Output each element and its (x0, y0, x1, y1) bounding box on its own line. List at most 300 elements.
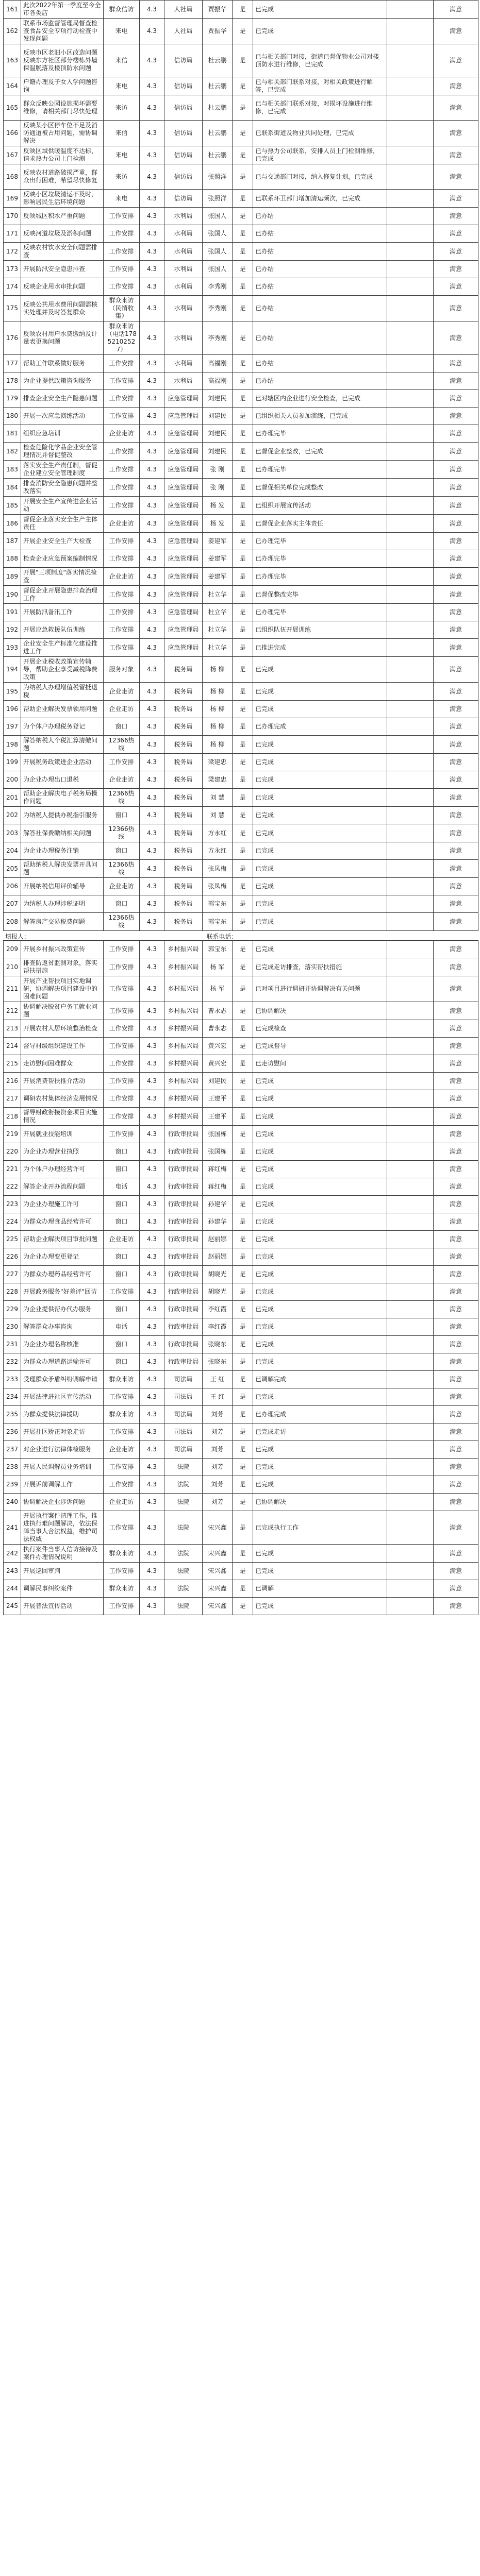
responsible-unit-cell: 司法局 (164, 1406, 203, 1423)
table-row (4, 146, 478, 164)
row-number-cell: 220 (4, 1143, 21, 1161)
date-cell: 4.3 (140, 550, 164, 568)
blank-cell (387, 77, 434, 95)
completed-flag-cell: 是 (233, 261, 253, 278)
blank-cell (387, 164, 434, 190)
source-type-cell: 工作安排 (104, 1038, 140, 1055)
handler-cell: 王建平 (203, 1090, 233, 1108)
blank-cell (387, 1563, 434, 1580)
row-number-cell: 186 (4, 515, 21, 533)
completed-flag-cell: 是 (233, 1283, 253, 1301)
satisfaction-cell: 满意 (434, 408, 478, 425)
date-cell: 4.3 (140, 533, 164, 550)
date-cell: 4.3 (140, 1020, 164, 1038)
completed-flag-cell: 是 (233, 1266, 253, 1283)
matter-content-cell: 开展一次应急演练活动 (21, 408, 104, 425)
table-row (4, 1231, 478, 1248)
completed-flag-cell: 是 (233, 1459, 253, 1476)
source-type-cell: 来信 (104, 121, 140, 146)
matter-content-cell: 此次2022年第一季度至今全市各类店 (21, 1, 104, 19)
responsible-unit-cell: 行政审批局 (164, 1178, 203, 1196)
blank-cell (387, 1213, 434, 1231)
responsible-unit-cell: 法院 (164, 1580, 203, 1598)
table-row (4, 1020, 478, 1038)
row-number-cell: 194 (4, 657, 21, 683)
result-cell: 已完成 (253, 19, 387, 44)
matter-content-cell: 开展防汛备汛工作 (21, 604, 104, 621)
table-body-page2 (4, 941, 478, 1615)
source-type-cell: 工作安排 (104, 533, 140, 550)
blank-cell (387, 1353, 434, 1371)
blank-cell (387, 1301, 434, 1318)
responsible-unit-cell: 乡村振兴局 (164, 1073, 203, 1090)
result-cell: 已办结 (253, 372, 387, 390)
completed-flag-cell: 是 (233, 146, 253, 164)
matter-content-cell: 为企业办理营业执照 (21, 1143, 104, 1161)
handler-cell: 郭宝东 (203, 895, 233, 913)
blank-cell (387, 1002, 434, 1020)
table-row (4, 1301, 478, 1318)
source-type-cell: 窗口 (104, 718, 140, 736)
date-cell: 4.3 (140, 824, 164, 842)
satisfaction-cell: 满意 (434, 807, 478, 824)
completed-flag-cell: 是 (233, 718, 253, 736)
date-cell: 4.3 (140, 1266, 164, 1283)
responsible-unit-cell: 税务局 (164, 701, 203, 718)
satisfaction-cell: 满意 (434, 895, 478, 913)
matter-content-cell: 排查企业安全生产隐患问题 (21, 390, 104, 408)
responsible-unit-cell: 乡村振兴局 (164, 1002, 203, 1020)
handler-cell: 刘芳 (203, 1459, 233, 1476)
row-number-cell: 217 (4, 1090, 21, 1108)
responsible-unit-cell: 行政审批局 (164, 1213, 203, 1231)
handler-cell: 张照洋 (203, 164, 233, 190)
table-row (4, 19, 478, 44)
table-row (4, 568, 478, 586)
completed-flag-cell: 是 (233, 1090, 253, 1108)
result-cell: 已办结 (253, 321, 387, 355)
satisfaction-cell: 满意 (434, 533, 478, 550)
source-type-cell: 群众来访 (104, 1545, 140, 1563)
source-type-cell: 群众来访 (104, 1580, 140, 1598)
source-type-cell: 12366热线 (104, 824, 140, 842)
handler-cell: 王 红 (203, 1371, 233, 1388)
matter-content-cell: 开展产业帮扶项目实地调研，协调解决项目建设中的困难问题 (21, 976, 104, 1002)
satisfaction-cell: 满意 (434, 1511, 478, 1545)
date-cell: 4.3 (140, 1336, 164, 1353)
matter-content-cell: 开展乡村振兴政策宣传 (21, 941, 104, 958)
source-type-cell: 来信 (104, 44, 140, 77)
result-cell: 已完成 (253, 701, 387, 718)
handler-cell: 刘 慧 (203, 807, 233, 824)
completed-flag-cell: 是 (233, 1073, 253, 1090)
result-cell: 已完成走访排查，落实帮扶措施 (253, 958, 387, 976)
responsible-unit-cell: 税务局 (164, 789, 203, 807)
satisfaction-cell: 满意 (434, 1178, 478, 1196)
satisfaction-cell: 满意 (434, 718, 478, 736)
completed-flag-cell: 是 (233, 278, 253, 296)
result-cell: 已调解 (253, 1580, 387, 1598)
satisfaction-cell: 满意 (434, 190, 478, 208)
date-cell: 4.3 (140, 146, 164, 164)
table-body-page1 (4, 1, 478, 931)
handler-cell: 宋兴鑫 (203, 1563, 233, 1580)
date-cell: 4.3 (140, 807, 164, 824)
completed-flag-cell: 是 (233, 1511, 253, 1545)
result-cell: 已完成 (253, 1143, 387, 1161)
blank-cell (387, 1406, 434, 1423)
row-number-cell: 176 (4, 321, 21, 355)
handler-cell: 张国栋 (203, 1143, 233, 1161)
source-type-cell: 12366热线 (104, 736, 140, 754)
table-row (4, 261, 478, 278)
result-cell: 已完成 (253, 1, 387, 19)
date-cell: 4.3 (140, 958, 164, 976)
completed-flag-cell: 是 (233, 736, 253, 754)
result-cell: 已督促相关单位完成整改 (253, 479, 387, 497)
responsible-unit-cell: 行政审批局 (164, 1143, 203, 1161)
handler-cell: 方永红 (203, 824, 233, 842)
blank-cell (387, 878, 434, 895)
blank-cell (387, 718, 434, 736)
table-row (4, 1598, 478, 1615)
row-number-cell: 168 (4, 164, 21, 190)
matter-content-cell: 为企业办理出口退税 (21, 771, 104, 789)
matter-content-cell: 反映城区积水严重问题 (21, 208, 104, 225)
date-cell: 4.3 (140, 1, 164, 19)
responsible-unit-cell: 信访局 (164, 95, 203, 121)
result-cell: 已办理完毕 (253, 533, 387, 550)
result-cell: 已与相关部门联系对接，对相关政策进行解答，已完成 (253, 77, 387, 95)
date-cell: 4.3 (140, 718, 164, 736)
row-number-cell: 245 (4, 1598, 21, 1615)
result-cell: 已完成 (253, 1161, 387, 1178)
responsible-unit-cell: 应急管理局 (164, 621, 203, 639)
completed-flag-cell: 是 (233, 1423, 253, 1441)
matter-content-cell: 开展企业税收政策宣传辅导，帮助企业享受减税降费政策 (21, 657, 104, 683)
completed-flag-cell: 是 (233, 1038, 253, 1055)
matter-content-cell: 为企业办理名称核准 (21, 1336, 104, 1353)
date-cell: 4.3 (140, 1459, 164, 1476)
result-cell: 已完成 (253, 824, 387, 842)
matter-content-cell: 为纳税人提供办税指引服务 (21, 807, 104, 824)
table-row (4, 408, 478, 425)
row-number-cell: 205 (4, 860, 21, 878)
row-number-cell: 191 (4, 604, 21, 621)
completed-flag-cell: 是 (233, 1545, 253, 1563)
result-cell: 已与交通部门对接，纳入修复计划，已完成 (253, 164, 387, 190)
matter-content-cell: 反映企业用水审批问题 (21, 278, 104, 296)
result-cell: 已完成 (253, 878, 387, 895)
date-cell: 4.3 (140, 941, 164, 958)
source-type-cell: 工作安排 (104, 639, 140, 657)
matter-content-cell: 帮助工作联系做好服务 (21, 355, 104, 372)
matter-content-cell: 协调解决脱贫户务工就业问题 (21, 1002, 104, 1020)
result-cell: 已办理完毕 (253, 604, 387, 621)
matter-content-cell: 开展法律进社区宣传活动 (21, 1388, 104, 1406)
row-number-cell: 188 (4, 550, 21, 568)
matter-content-cell: 开展巡回审判 (21, 1563, 104, 1580)
date-cell: 4.3 (140, 372, 164, 390)
blank-cell (387, 550, 434, 568)
date-cell: 4.3 (140, 1090, 164, 1108)
date-cell: 4.3 (140, 1598, 164, 1615)
completed-flag-cell: 是 (233, 1336, 253, 1353)
completed-flag-cell: 是 (233, 1406, 253, 1423)
responsible-unit-cell: 行政审批局 (164, 1353, 203, 1371)
responsible-unit-cell: 行政审批局 (164, 1301, 203, 1318)
row-number-cell: 180 (4, 408, 21, 425)
blank-cell (387, 1126, 434, 1143)
matter-content-cell: 解答企业开办流程问题 (21, 1178, 104, 1196)
responsible-unit-cell: 水利局 (164, 243, 203, 261)
row-number-cell: 218 (4, 1108, 21, 1126)
blank-cell (387, 390, 434, 408)
row-number-cell: 243 (4, 1563, 21, 1580)
responsible-unit-cell: 税务局 (164, 754, 203, 771)
handler-cell: 张凤梅 (203, 878, 233, 895)
blank-cell (387, 1318, 434, 1336)
responsible-unit-cell: 水利局 (164, 321, 203, 355)
row-number-cell: 224 (4, 1213, 21, 1231)
handler-cell: 黄兴宏 (203, 1038, 233, 1055)
row-number-cell: 177 (4, 355, 21, 372)
table-row (4, 1371, 478, 1388)
source-type-cell: 群众来访 (104, 1371, 140, 1388)
source-type-cell: 窗口 (104, 842, 140, 860)
date-cell: 4.3 (140, 1301, 164, 1318)
row-number-cell: 212 (4, 1002, 21, 1020)
matter-content-cell: 为群众办理道路运输许可 (21, 1353, 104, 1371)
table-row (4, 1055, 478, 1073)
register-table-page2 (3, 940, 478, 1615)
row-number-cell: 223 (4, 1196, 21, 1213)
handler-cell: 张晓东 (203, 1336, 233, 1353)
satisfaction-cell: 满意 (434, 550, 478, 568)
matter-content-cell: 为个体户办理税务登记 (21, 718, 104, 736)
matter-content-cell: 解答群众办事咨询 (21, 1318, 104, 1336)
register-sheet (3, 0, 478, 1615)
row-number-cell: 225 (4, 1231, 21, 1248)
date-cell: 4.3 (140, 1231, 164, 1248)
responsible-unit-cell: 税务局 (164, 860, 203, 878)
responsible-unit-cell: 应急管理局 (164, 639, 203, 657)
table-row (4, 1459, 478, 1476)
satisfaction-cell: 满意 (434, 1248, 478, 1266)
handler-cell: 刘 慧 (203, 789, 233, 807)
row-number-cell: 189 (4, 568, 21, 586)
satisfaction-cell: 满意 (434, 1143, 478, 1161)
table-row (4, 1441, 478, 1459)
handler-cell: 李红霞 (203, 1318, 233, 1336)
handler-cell: 刘芳 (203, 1441, 233, 1459)
row-number-cell: 211 (4, 976, 21, 1002)
matter-content-cell: 为群众提供法律援助 (21, 1406, 104, 1423)
handler-cell: 杨 柳 (203, 736, 233, 754)
blank-cell (387, 355, 434, 372)
matter-content-cell: 解答房产交易税费问题 (21, 913, 104, 931)
matter-content-cell: 检查企业应急预案编制情况 (21, 550, 104, 568)
blank-cell (387, 860, 434, 878)
result-cell: 已完成 (253, 1388, 387, 1406)
blank-cell (387, 895, 434, 913)
source-type-cell: 工作安排 (104, 372, 140, 390)
table-row (4, 913, 478, 931)
source-type-cell: 工作安排 (104, 278, 140, 296)
source-type-cell: 工作安排 (104, 1423, 140, 1441)
blank-cell (387, 515, 434, 533)
source-type-cell: 窗口 (104, 1161, 140, 1178)
responsible-unit-cell: 税务局 (164, 807, 203, 824)
result-cell: 已走访慰问 (253, 1055, 387, 1073)
source-type-cell: 电话 (104, 1178, 140, 1196)
row-number-cell: 222 (4, 1178, 21, 1196)
source-type-cell: 12366热线 (104, 913, 140, 931)
blank-cell (387, 243, 434, 261)
responsible-unit-cell: 法院 (164, 1494, 203, 1511)
result-cell: 已对辖区内企业进行安全检查，已完成 (253, 390, 387, 408)
result-cell: 已组织相关人员参加演练，已完成 (253, 408, 387, 425)
row-number-cell: 169 (4, 190, 21, 208)
table-row (4, 164, 478, 190)
row-number-cell: 229 (4, 1301, 21, 1318)
row-number-cell: 164 (4, 77, 21, 95)
completed-flag-cell: 是 (233, 754, 253, 771)
result-cell: 已办理完成 (253, 718, 387, 736)
completed-flag-cell: 是 (233, 604, 253, 621)
satisfaction-cell: 满意 (434, 1283, 478, 1301)
completed-flag-cell: 是 (233, 225, 253, 243)
completed-flag-cell: 是 (233, 976, 253, 1002)
matter-content-cell: 为纳税人办理增值税留抵退税 (21, 683, 104, 701)
matter-content-cell: 为企业办理税务注销 (21, 842, 104, 860)
row-number-cell: 214 (4, 1038, 21, 1055)
handler-cell: 宋兴鑫 (203, 1580, 233, 1598)
source-type-cell: 窗口 (104, 1353, 140, 1371)
date-cell: 4.3 (140, 355, 164, 372)
row-number-cell: 195 (4, 683, 21, 701)
completed-flag-cell: 是 (233, 425, 253, 443)
responsible-unit-cell: 乡村振兴局 (164, 1090, 203, 1108)
matter-content-cell: 帮助企业解决发票领用问题 (21, 701, 104, 718)
completed-flag-cell: 是 (233, 807, 253, 824)
table-row (4, 1336, 478, 1353)
result-cell: 已完成 (253, 1108, 387, 1126)
row-number-cell: 193 (4, 639, 21, 657)
satisfaction-cell: 满意 (434, 860, 478, 878)
source-type-cell: 来电 (104, 19, 140, 44)
register-table-page1 (3, 0, 478, 931)
result-cell: 已完成 (253, 1301, 387, 1318)
result-cell: 已完成 (253, 1266, 387, 1283)
source-type-cell: 工作安排 (104, 1388, 140, 1406)
row-number-cell: 166 (4, 121, 21, 146)
responsible-unit-cell: 应急管理局 (164, 425, 203, 443)
satisfaction-cell: 满意 (434, 1371, 478, 1388)
responsible-unit-cell: 法院 (164, 1545, 203, 1563)
source-type-cell: 工作安排 (104, 958, 140, 976)
date-cell: 4.3 (140, 225, 164, 243)
blank-cell (387, 1196, 434, 1213)
responsible-unit-cell: 水利局 (164, 261, 203, 278)
date-cell: 4.3 (140, 190, 164, 208)
result-cell: 已对项目进行调研并协调解决有关问题 (253, 976, 387, 1002)
responsible-unit-cell: 税务局 (164, 657, 203, 683)
blank-cell (387, 754, 434, 771)
source-type-cell: 群众来访（民情收集） (104, 296, 140, 321)
matter-content-cell: 对企业进行法律体检服务 (21, 1441, 104, 1459)
matter-content-cell: 落实安全生产责任制，督促企业建立安全管理制度 (21, 461, 104, 479)
table-row (4, 425, 478, 443)
matter-content-cell: 为群众办理药品经营许可 (21, 1266, 104, 1283)
blank-cell (387, 208, 434, 225)
result-cell: 已办理完毕 (253, 568, 387, 586)
source-type-cell: 工作安排 (104, 355, 140, 372)
completed-flag-cell: 是 (233, 657, 253, 683)
source-type-cell: 企业走访 (104, 878, 140, 895)
date-cell: 4.3 (140, 121, 164, 146)
matter-content-cell: 反映小区垃圾清运不及时，影响居民生活环境问题 (21, 190, 104, 208)
responsible-unit-cell: 乡村振兴局 (164, 1038, 203, 1055)
satisfaction-cell: 满意 (434, 1545, 478, 1563)
handler-cell: 方永红 (203, 842, 233, 860)
responsible-unit-cell: 应急管理局 (164, 533, 203, 550)
blank-cell (387, 1020, 434, 1038)
matter-content-cell: 反映区域供暖温度不达标，请求热力公司上门检测 (21, 146, 104, 164)
handler-cell: 赵丽娜 (203, 1231, 233, 1248)
handler-cell: 杜云鹏 (203, 121, 233, 146)
responsible-unit-cell: 应急管理局 (164, 390, 203, 408)
blank-cell (387, 736, 434, 754)
row-number-cell: 197 (4, 718, 21, 736)
handler-cell: 梁建忠 (203, 754, 233, 771)
satisfaction-cell: 满意 (434, 771, 478, 789)
matter-content-cell: 户籍办理及子女入学问题咨询 (21, 77, 104, 95)
table-row (4, 789, 478, 807)
responsible-unit-cell: 乡村振兴局 (164, 1108, 203, 1126)
responsible-unit-cell: 信访局 (164, 44, 203, 77)
responsible-unit-cell: 行政审批局 (164, 1248, 203, 1266)
completed-flag-cell: 是 (233, 1002, 253, 1020)
responsible-unit-cell: 税务局 (164, 718, 203, 736)
result-cell: 已完成 (253, 1336, 387, 1353)
handler-cell: 李秀刚 (203, 296, 233, 321)
table-row (4, 95, 478, 121)
completed-flag-cell: 是 (233, 550, 253, 568)
row-number-cell: 200 (4, 771, 21, 789)
table-row (4, 497, 478, 515)
row-number-cell: 236 (4, 1423, 21, 1441)
row-number-cell: 206 (4, 878, 21, 895)
completed-flag-cell: 是 (233, 1598, 253, 1615)
source-type-cell: 工作安排 (104, 408, 140, 425)
row-number-cell: 234 (4, 1388, 21, 1406)
source-type-cell: 来电 (104, 77, 140, 95)
result-cell: 已完成 (253, 754, 387, 771)
row-number-cell: 203 (4, 824, 21, 842)
satisfaction-cell: 满意 (434, 278, 478, 296)
responsible-unit-cell: 司法局 (164, 1441, 203, 1459)
result-cell: 已完成 (253, 771, 387, 789)
responsible-unit-cell: 法院 (164, 1511, 203, 1545)
source-type-cell: 企业走访 (104, 771, 140, 789)
handler-cell: 刘芳 (203, 1494, 233, 1511)
blank-cell (387, 1598, 434, 1615)
responsible-unit-cell: 信访局 (164, 146, 203, 164)
handler-cell: 杜云鹏 (203, 95, 233, 121)
matter-content-cell: 帮助企业解决电子税务局操作问题 (21, 789, 104, 807)
matter-content-cell: 开展诉前调解工作 (21, 1476, 104, 1494)
